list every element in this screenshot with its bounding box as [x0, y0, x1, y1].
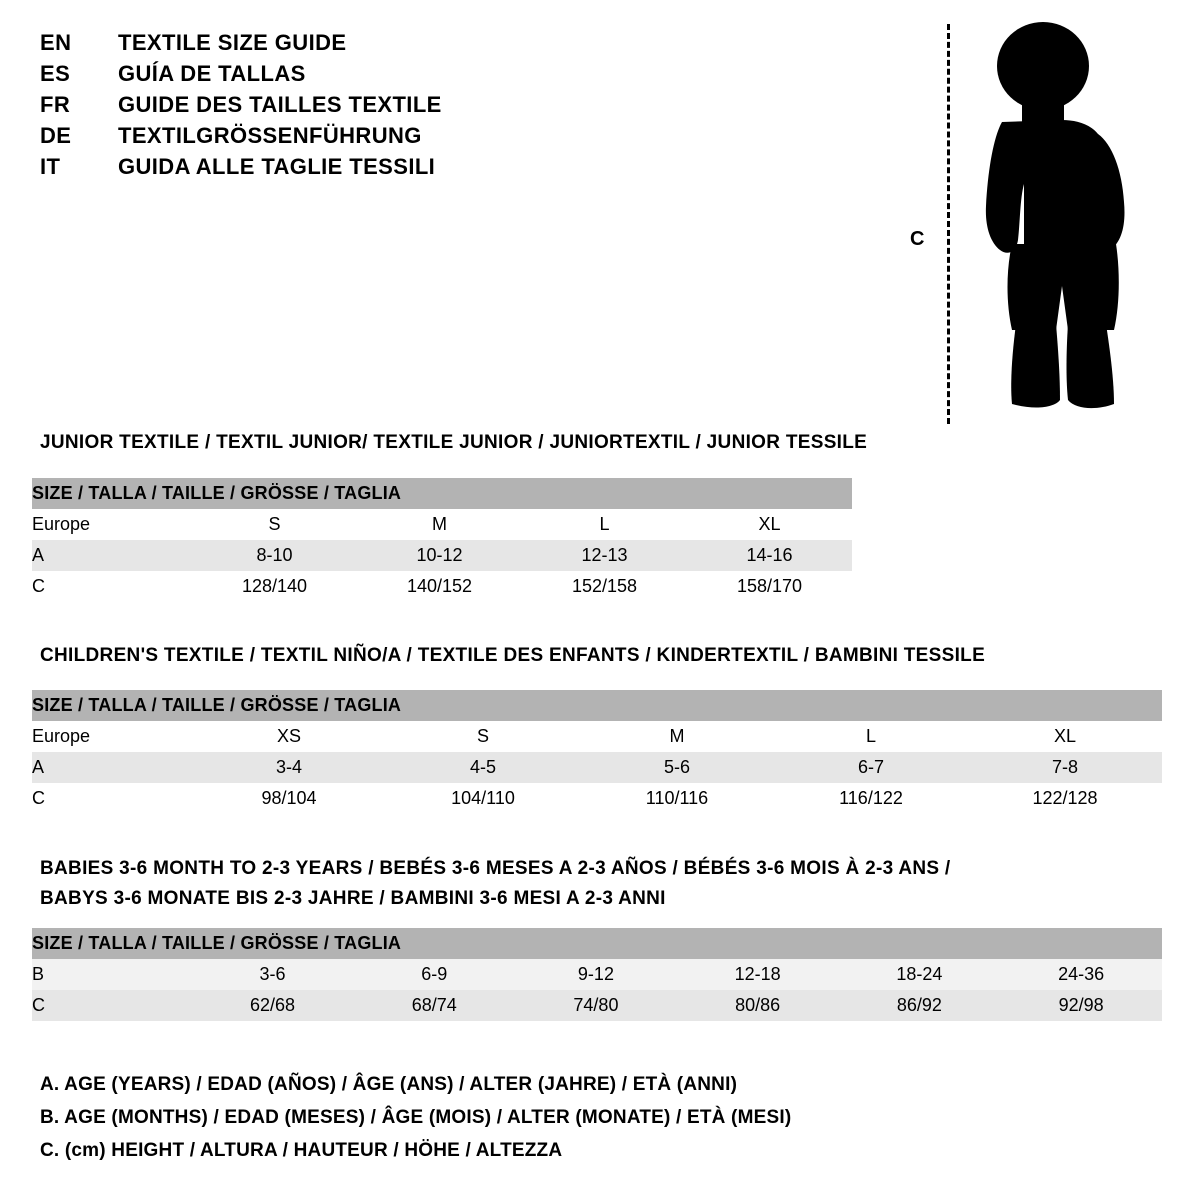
cell: 14-16 — [687, 540, 852, 571]
cell: M — [580, 721, 774, 752]
cell: 10-12 — [357, 540, 522, 571]
row-label-c: C — [32, 571, 192, 602]
measure-label-c: C — [910, 228, 925, 250]
language-code-fr: FR — [40, 92, 71, 117]
table-row — [32, 990, 1162, 1021]
table-row — [32, 721, 1162, 752]
row-label-c: C — [32, 783, 192, 814]
table-header-band — [32, 478, 852, 509]
language-row — [40, 61, 600, 92]
cell: 4-5 — [386, 752, 580, 783]
cell: 5-6 — [580, 752, 774, 783]
language-code-de: DE — [40, 123, 72, 148]
cell: 24-36 — [1000, 959, 1162, 990]
cell: XL — [687, 509, 852, 540]
table-children — [32, 690, 1162, 814]
language-title-block — [40, 30, 600, 185]
table-babies — [32, 928, 1162, 1021]
language-row — [40, 154, 600, 185]
row-label-b: B — [32, 959, 192, 990]
cell: 3-4 — [192, 752, 386, 783]
table-row — [32, 959, 1162, 990]
language-row — [40, 92, 600, 123]
cell: XS — [192, 721, 386, 752]
height-measure-figure — [900, 10, 1180, 430]
cell: M — [357, 509, 522, 540]
row-label-europe: Europe — [32, 721, 192, 752]
language-text-de: TEXTILGRÖSSENFÜHRUNG — [118, 123, 422, 148]
section-title-babies-line2: BABYS 3-6 MONATE BIS 2-3 JAHRE / BAMBINI 3-6 MESI A 2-3 ANNI — [40, 888, 666, 909]
language-text-en: TEXTILE SIZE GUIDE — [118, 30, 347, 55]
language-code-it: IT — [40, 154, 61, 179]
table-header-band — [32, 690, 1162, 721]
cell: 9-12 — [515, 959, 677, 990]
table-row — [32, 783, 1162, 814]
legend-line-c: C. (cm) HEIGHT / ALTURA / HAUTEUR / HÖHE / ALTEZZA — [40, 1140, 563, 1161]
cell: 116/122 — [774, 783, 968, 814]
band-label-junior: SIZE / TALLA / TAILLE / GRÖSSE / TAGLIA — [32, 478, 852, 509]
cell: 12-13 — [522, 540, 687, 571]
cell: 3-6 — [192, 959, 354, 990]
cell: 152/158 — [522, 571, 687, 602]
band-label-babies: SIZE / TALLA / TAILLE / GRÖSSE / TAGLIA — [32, 928, 1162, 959]
table-row — [32, 571, 852, 602]
row-label-a: A — [32, 752, 192, 783]
section-title-babies — [40, 854, 1040, 914]
language-text-it: GUIDA ALLE TAGLIE TESSILI — [118, 154, 436, 179]
language-text-fr: GUIDE DES TAILLES TEXTILE — [118, 92, 442, 117]
section-title-junior: JUNIOR TEXTILE / TEXTIL JUNIOR/ TEXTILE JUNIOR / JUNIORTEXTIL / JUNIOR TESSILE — [40, 432, 868, 453]
cell: 6-7 — [774, 752, 968, 783]
table-junior — [32, 478, 852, 602]
cell: 12-18 — [677, 959, 839, 990]
cell: 158/170 — [687, 571, 852, 602]
cell: 140/152 — [357, 571, 522, 602]
table-row — [32, 752, 1162, 783]
legend-line-b: B. AGE (MONTHS) / EDAD (MESES) / ÂGE (MOIS) / ALTER (MONATE) / ETÀ (MESI) — [40, 1107, 792, 1128]
cell: 6-9 — [353, 959, 515, 990]
child-silhouette-icon — [950, 18, 1150, 428]
cell: S — [192, 509, 357, 540]
cell: 18-24 — [839, 959, 1001, 990]
section-title-children: CHILDREN'S TEXTILE / TEXTIL NIÑO/A / TEXTILE DES ENFANTS / KINDERTEXTIL / BAMBINI TESSILE — [40, 645, 986, 666]
cell: 104/110 — [386, 783, 580, 814]
cell: L — [522, 509, 687, 540]
table-row — [32, 509, 852, 540]
language-text-es: GUÍA DE TALLAS — [118, 61, 306, 86]
language-row — [40, 123, 600, 154]
legend-line-a: A. AGE (YEARS) / EDAD (AÑOS) / ÂGE (ANS) / ALTER (JAHRE) / ETÀ (ANNI) — [40, 1074, 738, 1095]
row-label-europe: Europe — [32, 509, 192, 540]
cell: 98/104 — [192, 783, 386, 814]
table-header-band — [32, 928, 1162, 959]
cell: 122/128 — [968, 783, 1162, 814]
cell: 128/140 — [192, 571, 357, 602]
row-label-a: A — [32, 540, 192, 571]
cell: S — [386, 721, 580, 752]
section-title-babies-line1: BABIES 3-6 MONTH TO 2-3 YEARS / BEBÉS 3-6 MESES A 2-3 AÑOS / BÉBÉS 3-6 MOIS À 2-3 ANS / — [40, 858, 951, 879]
cell: 7-8 — [968, 752, 1162, 783]
cell: XL — [968, 721, 1162, 752]
cell: 62/68 — [192, 990, 354, 1021]
cell: 74/80 — [515, 990, 677, 1021]
cell: 68/74 — [353, 990, 515, 1021]
cell: 86/92 — [839, 990, 1001, 1021]
row-label-c: C — [32, 990, 192, 1021]
table-row — [32, 540, 852, 571]
cell: 80/86 — [677, 990, 839, 1021]
cell: 92/98 — [1000, 990, 1162, 1021]
band-label-children: SIZE / TALLA / TAILLE / GRÖSSE / TAGLIA — [32, 690, 1162, 721]
language-code-en: EN — [40, 30, 72, 55]
language-code-es: ES — [40, 61, 71, 86]
legend-block — [40, 1068, 1040, 1167]
cell: L — [774, 721, 968, 752]
cell: 110/116 — [580, 783, 774, 814]
language-row — [40, 30, 600, 61]
cell: 8-10 — [192, 540, 357, 571]
